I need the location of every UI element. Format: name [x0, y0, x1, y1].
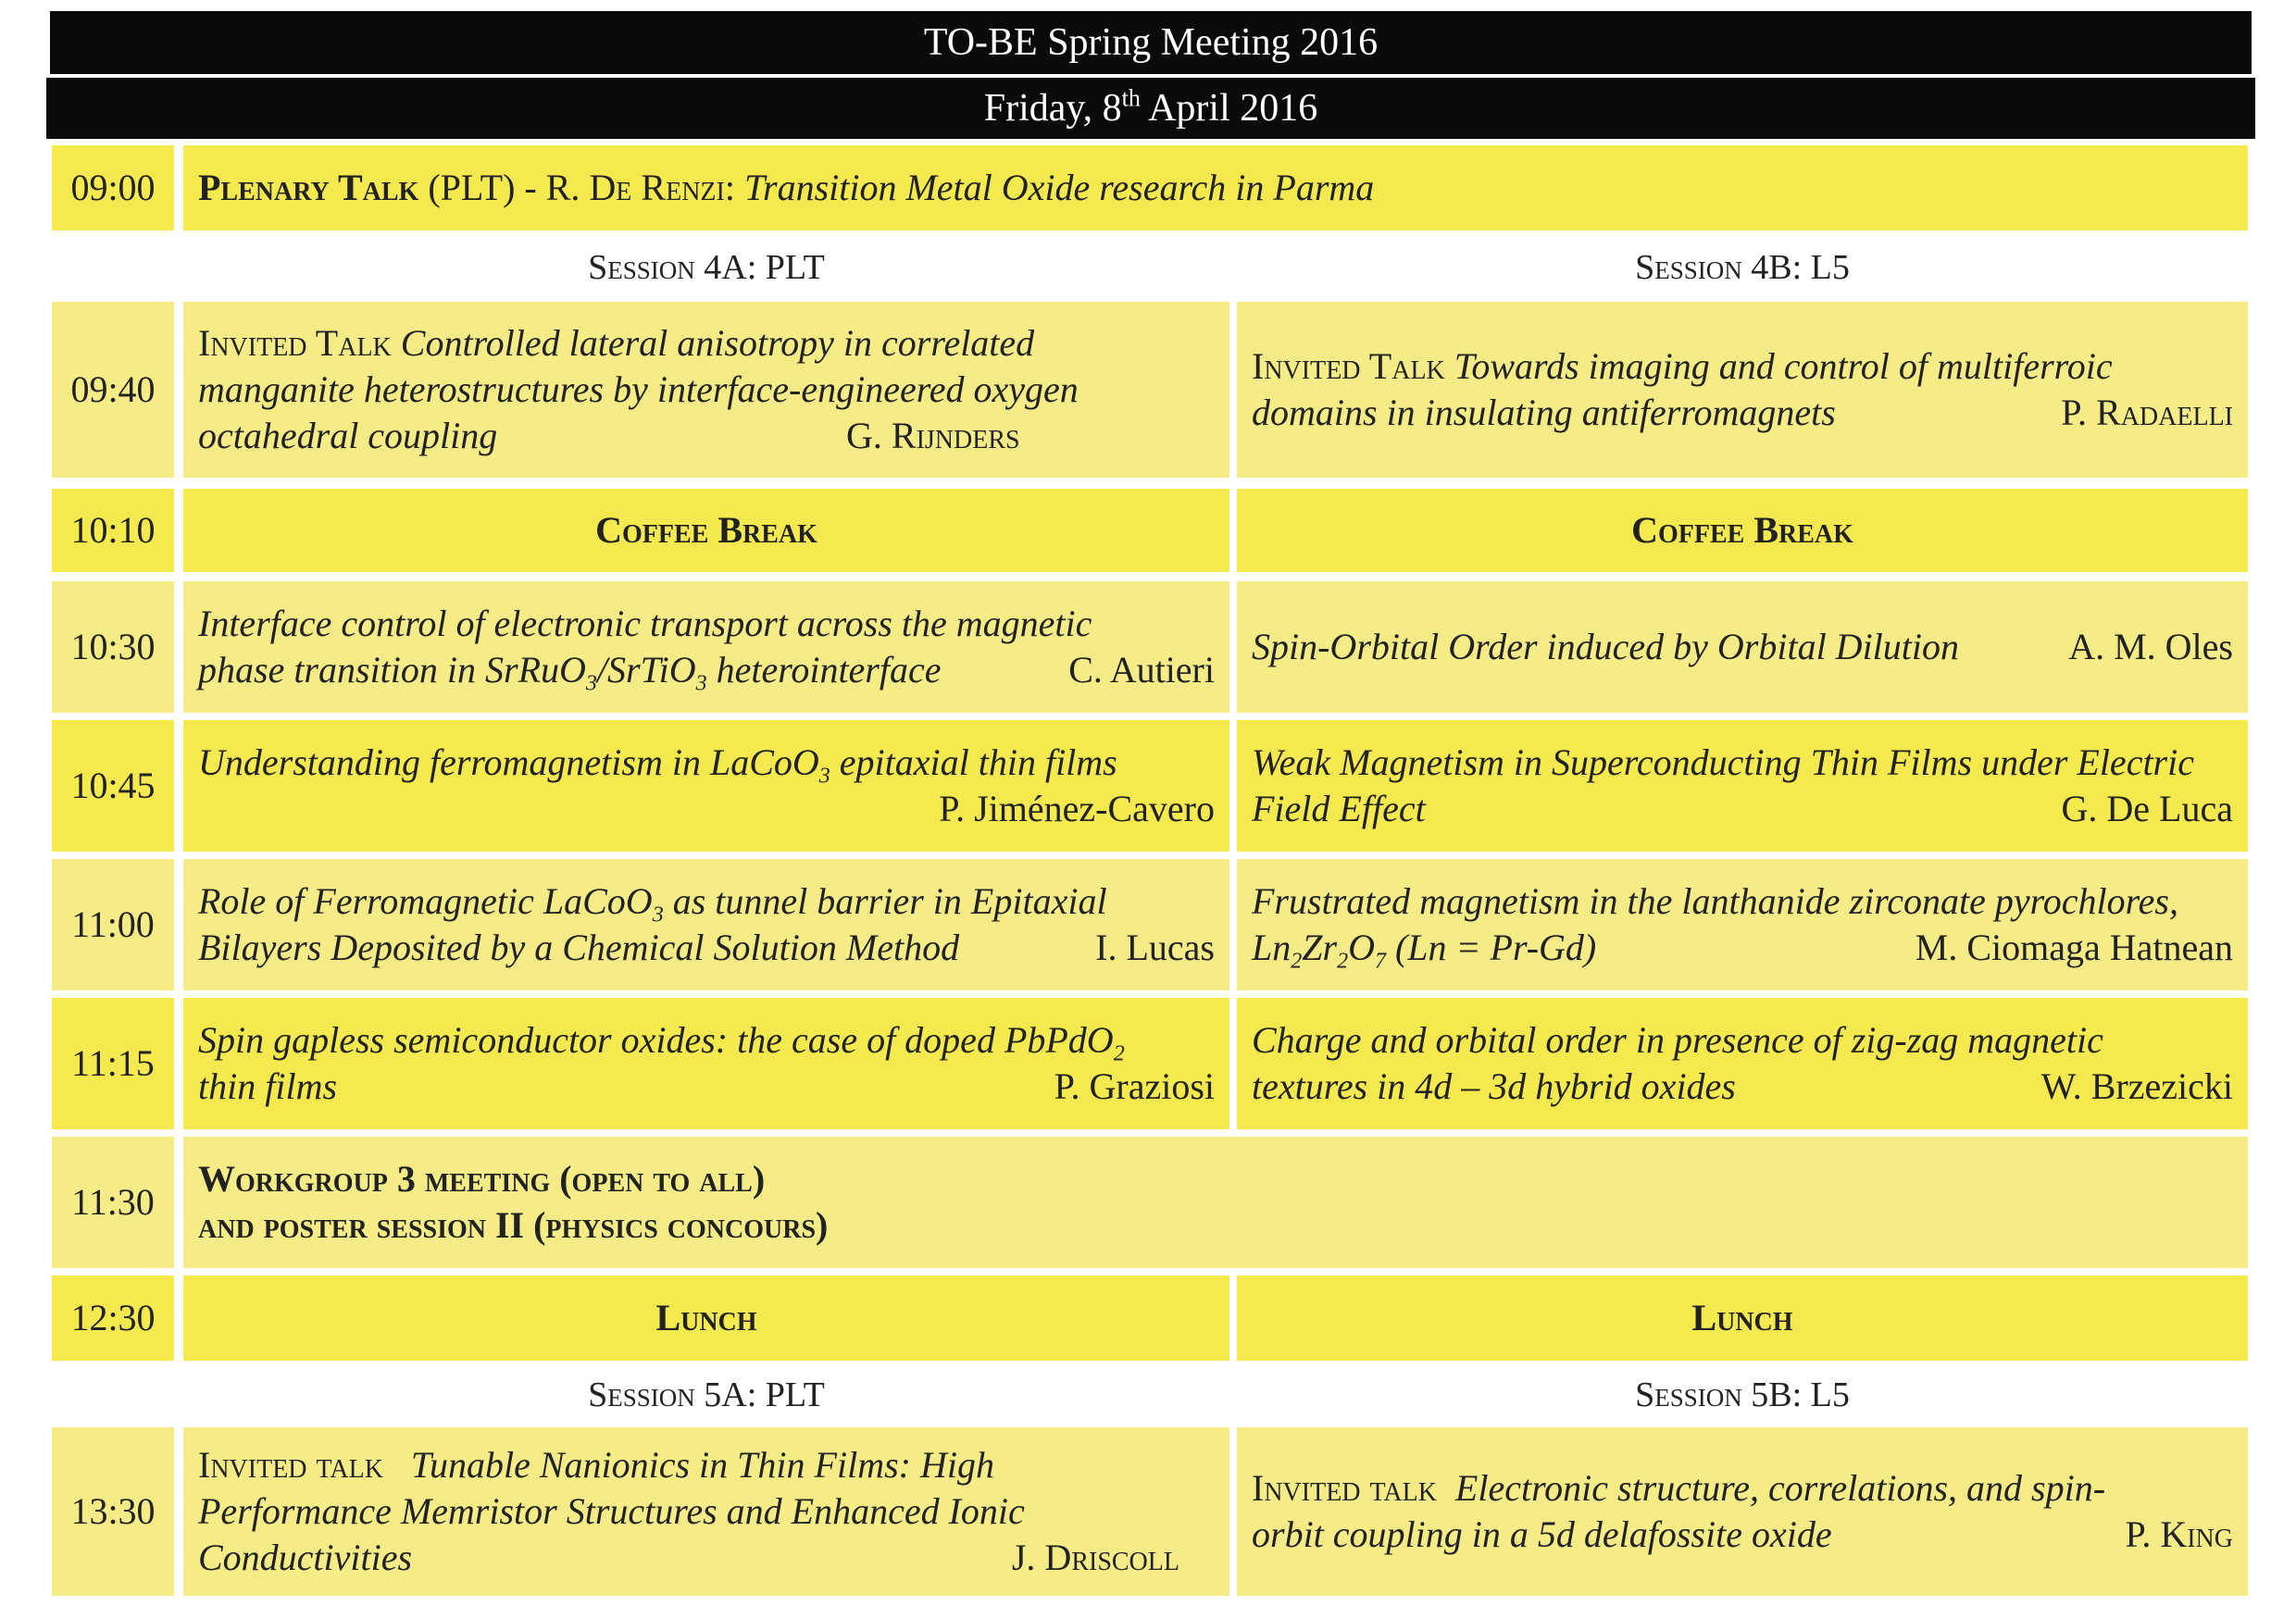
talk-1115-b: Charge and orbital order in presence of zig-zag magnetic textures in 4d – 3d hybrid oxides W. Brzezicki	[1237, 998, 2248, 1129]
time-1010: 10:10	[52, 489, 174, 572]
time-0940: 09:40	[52, 302, 174, 478]
talk-0940-b: Invited Talk Towards imaging and control of multiferroic domains in insulating antiferromagnets P. Radaelli	[1237, 302, 2248, 478]
session-5b-label: Session 5B: L5	[1635, 1375, 1850, 1414]
plenary-line: Plenary Talk (PLT) - R. De Renzi: Transition Metal Oxide research in Parma	[198, 167, 1375, 208]
talk-0940-a: Invited Talk Controlled lateral anisotropy in correlated manganite heterostructures by interface-engineered oxygen octahedral coupling G. Rijnders	[183, 302, 1229, 478]
speaker: P. Radaelli	[2061, 392, 2233, 433]
meeting-title-bar	[50, 11, 2252, 74]
speaker: M. Ciomaga Hatnean	[1915, 927, 2233, 968]
session-4a-label: Session 4A: PLT	[588, 248, 825, 287]
day-label: Friday, 8th April 2016	[983, 84, 1318, 130]
time-0900: 09:00	[52, 145, 174, 230]
session-4b-label: Session 4B: L5	[1635, 248, 1850, 287]
speaker: C. Autieri	[1068, 649, 1215, 691]
time-1030: 10:30	[52, 581, 174, 713]
speaker: W. Brzezicki	[2040, 1065, 2233, 1107]
talk-1330-a: Invited talk Tunable Nanionics in Thin Films: High Performance Memristor Structures and Enhanced Ionic Conductivities J. Driscoll	[183, 1427, 1229, 1596]
talk-1330-b: Invited talk Electronic structure, correlations, and spin- orbit coupling in a 5d delafossite oxide P. King	[1237, 1427, 2248, 1596]
coffee-break-a: Coffee Break	[183, 489, 1229, 572]
time-1230: 12:30	[52, 1276, 174, 1361]
time-1115: 11:15	[52, 998, 174, 1129]
time-1130: 11:30	[52, 1137, 174, 1268]
session-5a-label: Session 5A: PLT	[588, 1375, 825, 1414]
time-1100: 11:00	[52, 859, 174, 990]
talk-1045-b: Weak Magnetism in Superconducting Thin Films under Electric Field Effect G. De Luca	[1237, 720, 2248, 852]
speaker: P. Graziosi	[1054, 1065, 1215, 1107]
plenary-talk	[183, 145, 2248, 230]
lunch-b: Lunch	[1237, 1276, 2248, 1361]
talk-1030-a: Interface control of electronic transport across the magnetic phase transition in SrRuO$_3$/SrTiO$_3$ heterointerface C. Autieri	[183, 581, 1229, 713]
time-1045: 10:45	[52, 720, 174, 852]
talk-1115-a: Spin gapless semiconductor oxides: the case of doped PbPdO$_2$ thin films P. Graziosi	[183, 998, 1229, 1129]
workgroup-meeting: Workgroup 3 meeting (open to all) and poster session II (physics concours)	[183, 1137, 2248, 1268]
talk-1100-b: Frustrated magnetism in the lanthanide zirconate pyrochlores, $Ln_2Zr_2O_7$ (Ln = Pr-Gd) M. Ciomaga Hatnean	[1237, 859, 2248, 990]
speaker: A. M. Oles	[2068, 626, 2233, 667]
day-bar	[46, 78, 2255, 139]
speaker: I. Lucas	[1095, 927, 1215, 968]
talk-1100-a: Role of Ferromagnetic LaCoO$_3$ as tunnel barrier in Epitaxial Bilayers Deposited by a Chemical Solution Method I. Lucas	[183, 859, 1229, 990]
speaker: P. Jiménez-Cavero	[939, 788, 1215, 829]
speaker: G. Rijnders	[846, 415, 1020, 456]
talk-1030-b: Spin-Orbital Order induced by Orbital Dilution A. M. Oles	[1237, 581, 2248, 713]
speaker: G. De Luca	[2061, 788, 2233, 829]
coffee-break-b: Coffee Break	[1237, 489, 2248, 572]
lunch-a: Lunch	[183, 1276, 1229, 1361]
speaker: J. Driscoll	[1011, 1537, 1179, 1578]
talk-1045-a: Understanding ferromagnetism in LaCoO$_3$ epitaxial thin films P. Jiménez-Cavero	[183, 720, 1229, 852]
speaker: P. King	[2125, 1513, 2233, 1555]
time-1330: 13:30	[52, 1427, 174, 1596]
meeting-title: TO-BE Spring Meeting 2016	[923, 21, 1379, 64]
